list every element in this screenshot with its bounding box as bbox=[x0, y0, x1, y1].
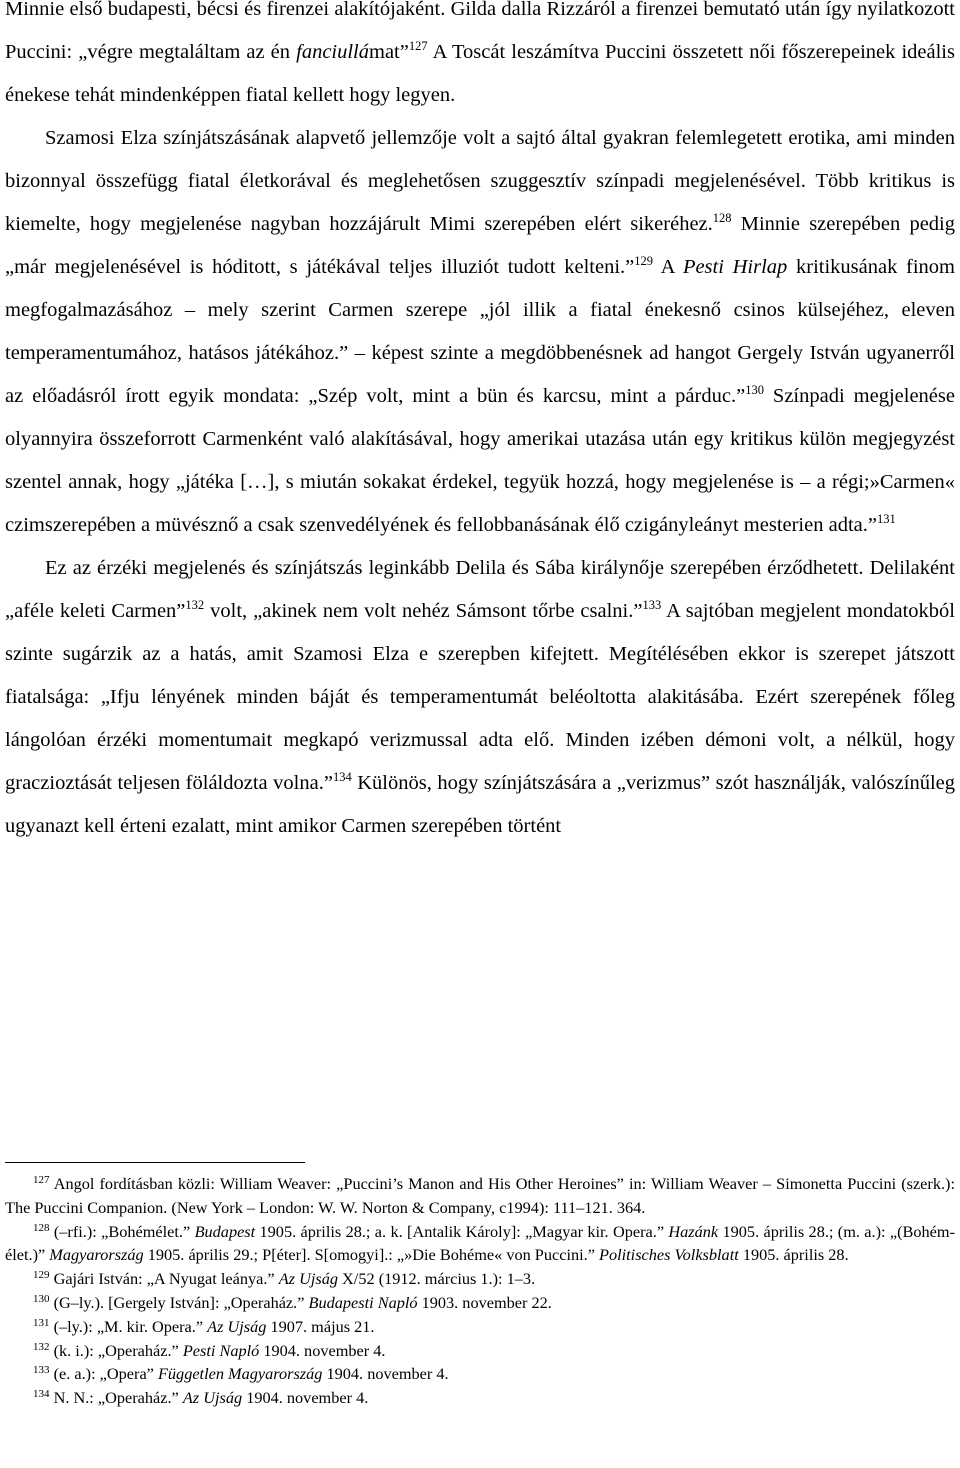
paragraph-text: kritikusának finom megfogalmazásához – mely szerint Carmen szerepe „jól illik a fiatal énekesnő csinos külsejéhez, eleven temperamentumához, hatásos játékához.” – képest szinte a megdöbbenésnek ad hangot Gergely István ugyanerről az előadásról írott egyik mondata: „Szép volt, mint a bün és karcsu, mint a párduc.” bbox=[5, 256, 955, 407]
footnote-ref[interactable]: 129 bbox=[634, 254, 654, 268]
paragraph-text: Minnie első budapesti, bécsi és firenzei alakítójaként. Gilda dalla Rizzáról a firenzei bemutató után így nyilatkozott Puccini: „végre megtaláltam az én bbox=[5, 0, 955, 63]
footnote-source: Magyarország bbox=[49, 1245, 144, 1265]
footnote-source: Politisches Volksblatt bbox=[599, 1245, 739, 1265]
footnote-number: 131 bbox=[33, 1316, 50, 1329]
footnote-text: 1904. november 4. bbox=[242, 1388, 369, 1408]
footnote-ref[interactable]: 132 bbox=[185, 598, 205, 612]
footnote-text: 1904. november 4. bbox=[259, 1340, 386, 1360]
footnote-source: Pesti Napló bbox=[182, 1340, 260, 1360]
footnote-ref[interactable]: 134 bbox=[332, 770, 352, 784]
footnote-source: Budapest bbox=[194, 1221, 256, 1241]
footnote-text: 1905. április 28.; (m. a.): „(Bohém-élet.)” bbox=[5, 1221, 955, 1265]
document-page bbox=[5, 0, 956, 1408]
footnote-source: Budapesti Napló bbox=[308, 1292, 418, 1312]
footnote-text: Angol fordításban közli: William Weaver: „Puccini’s Manon and His Other Heroines” in: William Weaver – Simonetta Puccini (szerk.): The Puccini Companion. (New York – London: W. W. Norton & Company, c1994): 111–121. 364. bbox=[5, 1174, 955, 1217]
paragraph-text: Ez az érzéki megjelenés és színjátszás leginkább Delila és Sába királynője szerepében érződhetett. Delilaként „aféle keleti Carmen” bbox=[5, 557, 955, 622]
paragraph-text: A sajtóban megjelent mondatokból szinte sugárzik az a hatás, amit Szamosi Elza e szerepben kifejtett. Megítélésében ekkor is szerepet játszott fiatalsága: „Ifju lényének minden báját és temperamentumát beléoltotta alakitásába. Ezért szerepének főleg lángolóan érzéki momentumait megkapó verizmussal adta elő. Minden izében démoni volt, a nélkül, hogy graczioztását teljesen föláldozta volna.” bbox=[5, 600, 956, 794]
footnote-number: 133 bbox=[33, 1364, 50, 1377]
footnote-number: 128 bbox=[33, 1221, 50, 1234]
footnote-text: 1905. április 28. bbox=[738, 1245, 849, 1265]
footnote-ref[interactable]: 127 bbox=[408, 39, 428, 53]
footnote-number: 134 bbox=[33, 1388, 50, 1401]
footnote-text: (–rfi.): „Bohémélet.” bbox=[49, 1221, 195, 1241]
footnote-130 bbox=[5, 1291, 955, 1315]
footnote-ref[interactable]: 133 bbox=[642, 598, 662, 612]
footnotes bbox=[5, 1172, 955, 1410]
italic-text: fanciullá bbox=[296, 41, 370, 63]
italic-text: Pesti Hirlap bbox=[682, 256, 788, 278]
paragraph-text: mat” bbox=[369, 41, 409, 63]
paragraph-text: A bbox=[653, 256, 683, 278]
paragraph-3 bbox=[5, 547, 955, 848]
paragraph-text: Szamosi Elza színjátszásának alapvető jellemzője volt a sajtó által gyakran felemlegetett erotika, ami minden bizonnyal összefügg fiatal életkorával és meglehetősen szuggesztív színpadi megjelenésével. Több kritikus is kiemelte, hogy megjelenése nagyban hozzájárult Mimi szerepében elért sikeréhez. bbox=[5, 127, 955, 235]
paragraph-text: A Toscát leszámítva Puccini összetett női főszerepeinek ideális énekese tehát mindenképpen fiatal kellett hogy legyen. bbox=[5, 41, 955, 106]
footnote-133 bbox=[5, 1362, 955, 1386]
footnote-ref[interactable]: 128 bbox=[712, 211, 732, 225]
footnote-text: (G–ly.). [Gergely István]: „Operaház.” bbox=[49, 1292, 309, 1312]
footnote-source: Független Magyarország bbox=[157, 1364, 323, 1384]
footnote-text: 1904. november 4. bbox=[322, 1364, 449, 1384]
footnote-source: Az Ujság bbox=[182, 1388, 243, 1408]
footnote-ref[interactable]: 130 bbox=[745, 383, 764, 397]
footnote-source: Hazánk bbox=[668, 1221, 719, 1241]
footnote-text: X/52 (1912. március 1.): 1–3. bbox=[337, 1269, 536, 1289]
footnote-text: N. N.: „Operaház.” bbox=[49, 1388, 183, 1408]
footnote-text: Gajári István: „A Nyugat leánya.” bbox=[49, 1269, 279, 1289]
footnote-number: 130 bbox=[33, 1292, 50, 1305]
footnote-text: (e. a.): „Opera” bbox=[49, 1364, 158, 1384]
footnote-number: 132 bbox=[33, 1340, 50, 1353]
footnote-127 bbox=[5, 1172, 955, 1220]
footnote-text: 1905. április 28.; a. k. [Antalik Károly]: „Magyar kir. Opera.” bbox=[255, 1221, 669, 1241]
footnote-ref[interactable]: 131 bbox=[876, 512, 896, 526]
footnote-128 bbox=[5, 1220, 955, 1268]
paragraph-text: Színpadi megjelenése olyannyira összeforrott Carmenként való alakításával, hogy amerikai utazása után egy kritikus külön megjegyzést szentel annak, hogy „játéka […], s miután sokakat érdekel, tegyük hozzá, hogy megjelenése is – a régi;»Carmen« czimszerepében a müvésznő a csak szenvedélyének és fellobbanásának élő czigányleányt mesterien adta.” bbox=[5, 385, 955, 536]
footnote-text: (–ly.): „M. kir. Opera.” bbox=[49, 1316, 208, 1336]
paragraph-2 bbox=[5, 117, 955, 547]
footnote-separator bbox=[5, 1162, 305, 1163]
footnote-source: Az Ujság bbox=[278, 1269, 338, 1289]
footnote-129 bbox=[5, 1267, 955, 1291]
paragraph-text: volt, „akinek nem volt nehéz Sámsont tőrbe csalni.” bbox=[204, 600, 643, 622]
body-text bbox=[5, 0, 955, 848]
paragraph-text: Különös, hogy színjátszására a „verizmus” szót használják, valószínűleg ugyanazt kell érteni ezalatt, mint amikor Carmen szerepében történt bbox=[5, 772, 955, 837]
footnote-134 bbox=[5, 1386, 955, 1410]
footnote-text: 1903. november 22. bbox=[417, 1292, 552, 1312]
paragraph-1 bbox=[5, 0, 955, 117]
footnote-text: 1907. május 21. bbox=[266, 1316, 375, 1336]
footnote-number: 129 bbox=[33, 1269, 50, 1282]
footnote-number: 127 bbox=[33, 1174, 50, 1186]
footnote-source: Az Ujság bbox=[207, 1316, 267, 1336]
paragraph-text: Minnie szerepében pedig „már megjelenésével is hóditott, s játékával teljes illuziót tudott kelteni.” bbox=[5, 213, 956, 278]
footnote-text: 1905. április 29.; P[éter]. S[omogyi].: „»Die Bohéme« von Puccini.” bbox=[143, 1245, 600, 1265]
footnote-131 bbox=[5, 1315, 955, 1339]
footnote-text: (k. i.): „Operaház.” bbox=[49, 1340, 183, 1360]
footnote-132 bbox=[5, 1339, 955, 1363]
